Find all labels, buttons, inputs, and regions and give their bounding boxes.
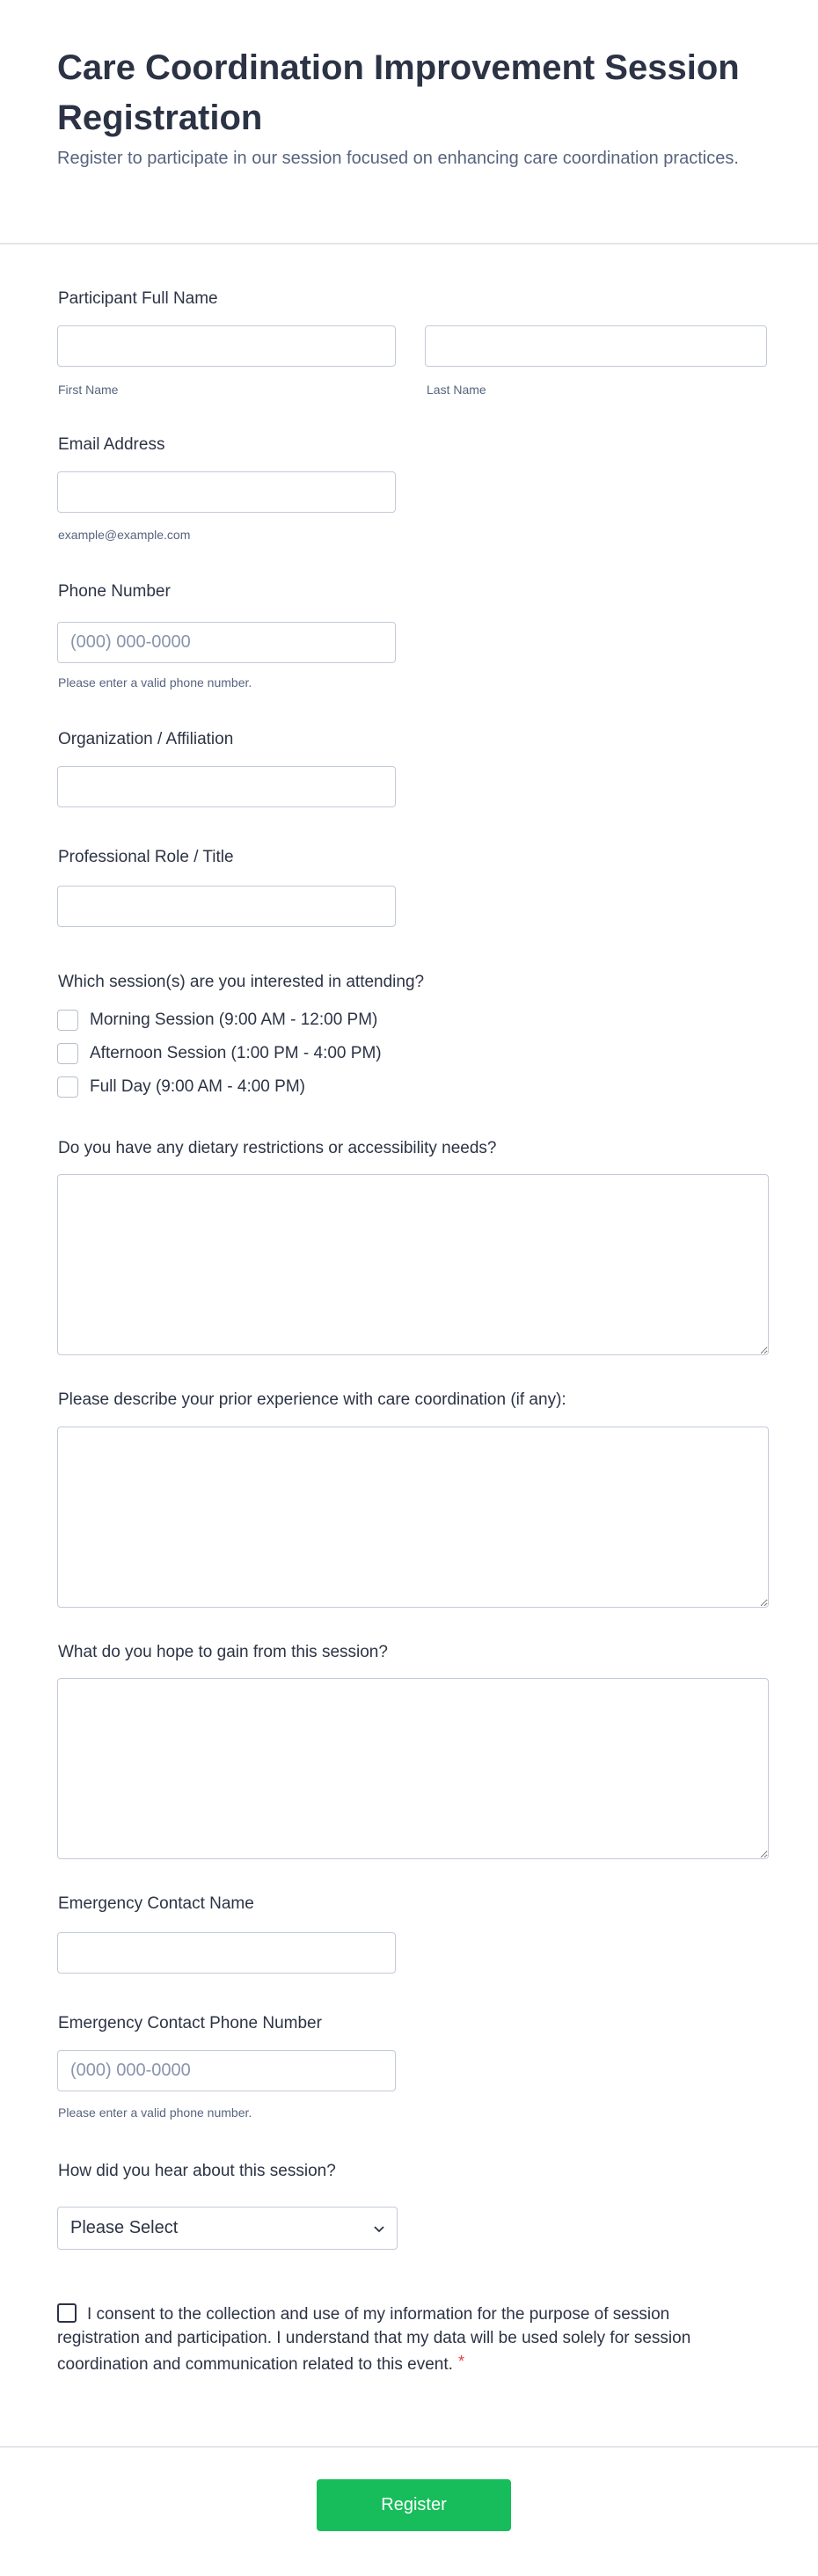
email-sublabel: example@example.com (58, 528, 191, 542)
referral-select[interactable] (57, 2207, 398, 2250)
page-subtitle: Register to participate in our session focused on enhancing care coordination practices. (57, 149, 739, 168)
sessions-label: Which session(s) are you interested in attending? (58, 973, 425, 991)
emergency-phone-label: Emergency Contact Phone Number (58, 2014, 322, 2032)
referral-label: How did you hear about this session? (58, 2162, 336, 2180)
register-button[interactable]: Register (317, 2479, 511, 2531)
dietary-label: Do you have any dietary restrictions or accessibility needs? (58, 1139, 497, 1157)
first-name-sublabel: First Name (58, 383, 119, 397)
afternoon-session-checkbox[interactable] (57, 1043, 78, 1064)
emergency-name-label: Emergency Contact Name (58, 1894, 254, 1913)
full-name-label: Participant Full Name (58, 289, 218, 308)
last-name-sublabel: Last Name (427, 383, 486, 397)
email-label: Email Address (58, 435, 165, 454)
afternoon-session-label[interactable]: Afternoon Session (1:00 PM - 4:00 PM) (90, 1044, 382, 1062)
header-divider (0, 243, 818, 244)
consent-checkbox[interactable] (57, 2303, 77, 2323)
role-label: Professional Role / Title (58, 848, 234, 866)
organization-label: Organization / Affiliation (58, 730, 234, 748)
consent-text: I consent to the collection and use of my information for the purpose of session registration and participation. I understand that my data will be used solely for session coordination and communication related to this event. (57, 2305, 691, 2374)
phone-input[interactable] (57, 622, 396, 663)
phone-label: Phone Number (58, 582, 171, 601)
footer-divider (0, 2446, 818, 2448)
last-name-input[interactable] (425, 325, 767, 367)
referral-selected-value: Please Select (70, 2218, 179, 2237)
goals-textarea[interactable] (57, 1678, 769, 1859)
chevron-down-icon (374, 2218, 384, 2238)
dietary-textarea[interactable] (57, 1174, 769, 1355)
emergency-phone-input[interactable] (57, 2050, 396, 2091)
email-input[interactable] (57, 471, 396, 513)
morning-session-label[interactable]: Morning Session (9:00 AM - 12:00 PM) (90, 1011, 378, 1029)
organization-input[interactable] (57, 766, 396, 807)
emergency-phone-sublabel: Please enter a valid phone number. (58, 2105, 252, 2120)
emergency-name-input[interactable] (57, 1932, 396, 1974)
morning-session-checkbox[interactable] (57, 1010, 78, 1031)
goals-label: What do you hope to gain from this session? (58, 1643, 388, 1661)
experience-label: Please describe your prior experience with care coordination (if any): (58, 1390, 566, 1409)
phone-sublabel: Please enter a valid phone number. (58, 675, 252, 690)
full-day-label[interactable]: Full Day (9:00 AM - 4:00 PM) (90, 1077, 305, 1096)
full-day-checkbox[interactable] (57, 1076, 78, 1098)
consent-block (57, 2302, 708, 2376)
first-name-input[interactable] (57, 325, 396, 367)
role-input[interactable] (57, 886, 396, 927)
experience-textarea[interactable] (57, 1427, 769, 1608)
page-title: Care Coordination Improvement Session Registration (57, 48, 740, 137)
required-asterisk: * (457, 2353, 464, 2370)
